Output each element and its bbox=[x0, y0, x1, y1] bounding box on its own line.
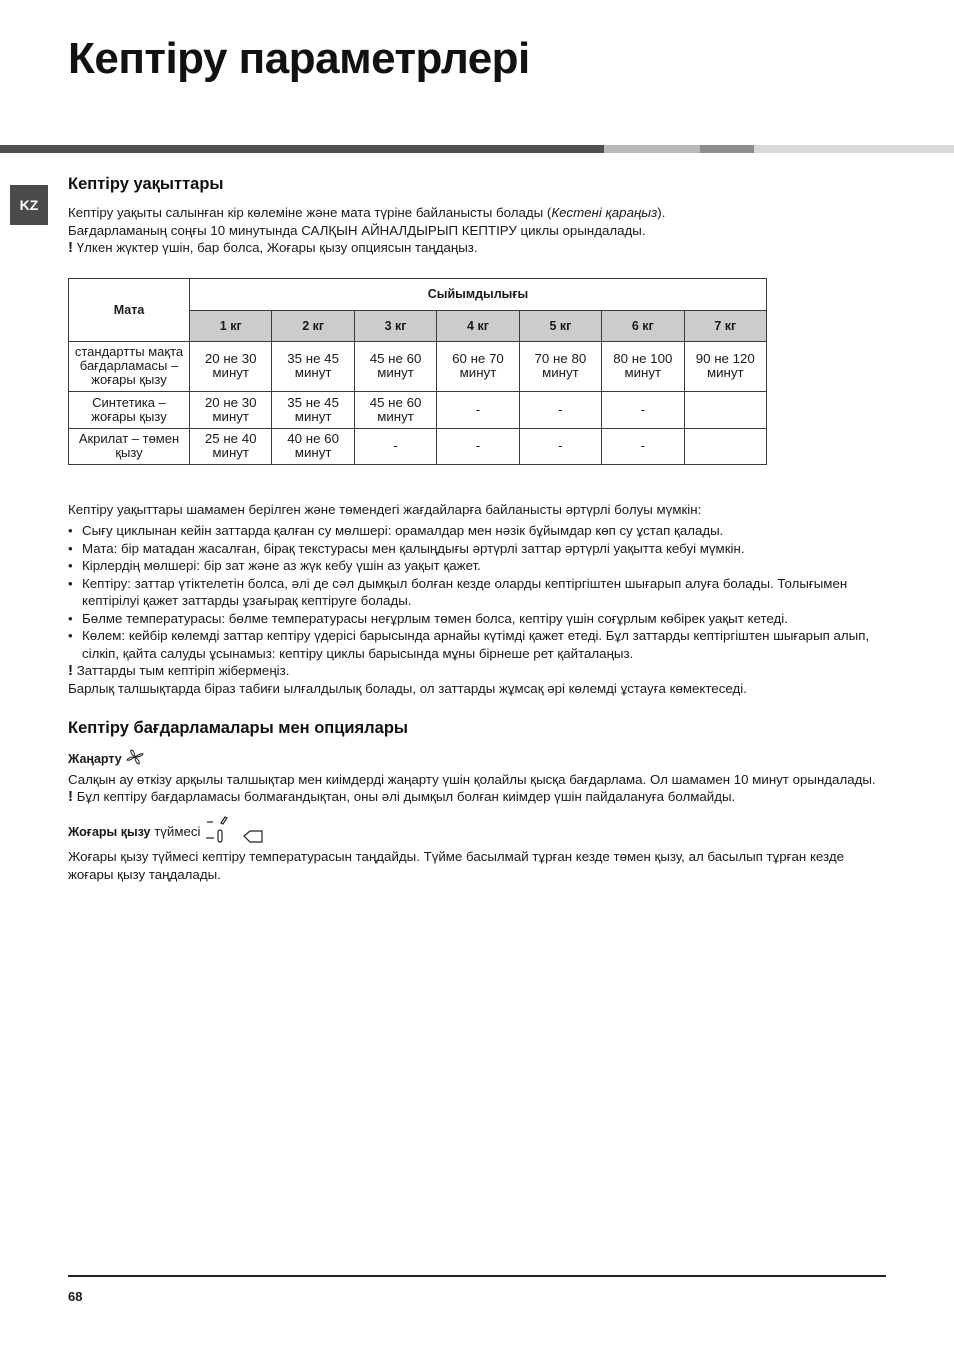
drying-time-table bbox=[68, 278, 767, 465]
drying-times-intro: Кептіру уақыты салынған кір көлеміне және мата түріне байланысты болады (Кестені қараңыз). bbox=[68, 205, 666, 220]
table-row bbox=[69, 341, 767, 391]
time-cell: - bbox=[437, 428, 519, 464]
language-tab: KZ bbox=[10, 185, 48, 225]
fabric-header: Мата bbox=[69, 278, 190, 341]
load-header: 1 кг bbox=[190, 310, 272, 341]
time-cell: - bbox=[519, 391, 601, 428]
refresh-text: Салқын ау өткізу арқылы талшықтар мен киімдерді жаңарту үшін қолайлы қысқа бағдарлама. Ол шамамен 10 минут орындалады. bbox=[68, 771, 876, 787]
refresh-note: ! Бұл кептіру бағдарламасы болмағандықтан, оны әлі дымқыл болған киімдер үшін пайдалануға болмайды. bbox=[68, 788, 736, 805]
header-stripe-light bbox=[604, 145, 700, 153]
page-title: Кептіру параметрлері bbox=[68, 34, 530, 83]
fabric-cell: Акрилат – төмен қызу bbox=[69, 428, 190, 464]
page-number: 68 bbox=[68, 1289, 83, 1304]
list-item: • Сығу циклынан кейін заттарда қалған су мөлшері: орамалдар мен нәзік бұйымдар көп су ұстап қалады. bbox=[68, 522, 888, 540]
programs-heading: Кептіру бағдарламалары мен опциялары bbox=[68, 719, 409, 737]
high-heat-text: Жоғары қызу түймесі кептіру температурасын таңдайды. Түйме басылмай тұрған кезде төмен қызу, ал басылып тұрған кезде жоғары қызу таңдалады. bbox=[68, 849, 844, 882]
header-stripe-pale bbox=[754, 145, 954, 153]
time-cell: 70 не 80 минут bbox=[519, 341, 601, 391]
header-stripe-mid bbox=[700, 145, 754, 153]
time-cell: 20 не 30 минут bbox=[190, 341, 272, 391]
time-cell: - bbox=[602, 428, 684, 464]
time-cell: - bbox=[519, 428, 601, 464]
load-header: 5 кг bbox=[519, 310, 601, 341]
time-cell: 80 не 100 минут bbox=[602, 341, 684, 391]
list-item: • Кептіру: заттар үтіктелетін болса, әлі де сәл дымқыл болған кезде оларды кептіргіштен шығарып алуға болады. Толығымен кептірілуі қажет заттарды ұзағырақ кептіруге болады. bbox=[68, 575, 888, 610]
over-dry-warning: ! Заттарды тым кептіріп жібермеңіз. bbox=[68, 662, 290, 679]
time-cell: 45 не 60 минут bbox=[354, 391, 436, 428]
large-load-note: ! Үлкен жүктер үшін, бар болса, Жоғары қызу опциясын таңдаңыз. bbox=[68, 239, 478, 256]
fan-icon bbox=[125, 748, 145, 771]
fabric-cell: Синтетика – жоғары қызу bbox=[69, 391, 190, 428]
list-item: • Бөлме температурасы: бөлме температурасы неғұрлым төмен болса, кептіру үшін соғұрлым көбірек уақыт кетеді. bbox=[68, 610, 888, 628]
refresh-title: Жаңарту bbox=[68, 748, 888, 771]
factor-list bbox=[68, 522, 888, 662]
time-cell: - bbox=[602, 391, 684, 428]
drying-times-heading: Кептіру уақыттары bbox=[68, 175, 224, 193]
load-header: 3 кг bbox=[354, 310, 436, 341]
time-cell: - bbox=[354, 428, 436, 464]
load-header: 2 кг bbox=[272, 310, 354, 341]
time-cell: 60 не 70 минут bbox=[437, 341, 519, 391]
time-cell: 45 не 60 минут bbox=[354, 341, 436, 391]
content bbox=[68, 175, 888, 883]
load-header: 6 кг bbox=[602, 310, 684, 341]
fabric-cell: стандартты мақта бағдарламасы – жоғары қызу bbox=[69, 341, 190, 391]
high-heat-title: Жоғары қызу түймесі bbox=[68, 816, 888, 849]
time-cell: 40 не 60 минут bbox=[272, 428, 354, 464]
time-cell bbox=[684, 428, 766, 464]
high-heat-icon bbox=[204, 816, 264, 849]
time-cell: 35 не 45 минут bbox=[272, 341, 354, 391]
time-cell: 20 не 30 минут bbox=[190, 391, 272, 428]
moisture-closing: Барлық талшықтарда біраз табиғи ылғалдылық болады, ол заттарды жұмсақ әрі көлемді ұстауға көмектеседі. bbox=[68, 680, 747, 696]
header-stripe-dark bbox=[0, 145, 604, 153]
list-item: • Кірлердің мөлшері: бір зат және аз жүк кебу үшін аз уақыт қажет. bbox=[68, 557, 888, 575]
cool-tumble-text: Бағдарламаның соңғы 10 минутында САЛҚЫН АЙНАЛДЫРЫП КЕПТІРУ циклы орындалады. bbox=[68, 222, 646, 238]
list-item: • Көлем: кейбір көлемді заттар кептіру үдерісі барысында арнайы күтімді қажет етеді. Бұл заттарды кептіргіштен шығарып алып, сілкіп, қайта салуды ұсынамыз: кептіру циклы барысында мұны бірнеше рет қайталаңыз. bbox=[68, 627, 888, 662]
load-header: 4 кг bbox=[437, 310, 519, 341]
table-row bbox=[69, 391, 767, 428]
load-header: 7 кг bbox=[684, 310, 766, 341]
time-cell bbox=[684, 391, 766, 428]
capacity-header: Сыйымдылығы bbox=[190, 278, 767, 310]
time-cell: 90 не 120 минут bbox=[684, 341, 766, 391]
time-cell: 35 не 45 минут bbox=[272, 391, 354, 428]
time-cell: - bbox=[437, 391, 519, 428]
list-item: • Мата: бір матадан жасалған, бірақ текстурасы мен қалыңдығы әртүрлі заттар әртүрлі уақытта кебуі мүмкін. bbox=[68, 540, 888, 558]
table-row bbox=[69, 428, 767, 464]
footer-rule bbox=[68, 1275, 886, 1277]
time-cell: 25 не 40 минут bbox=[190, 428, 272, 464]
variability-intro: Кептіру уақыттары шамамен берілген және төмендегі жағдайларға байланысты әртүрлі болуы мүмкін: bbox=[68, 501, 702, 517]
